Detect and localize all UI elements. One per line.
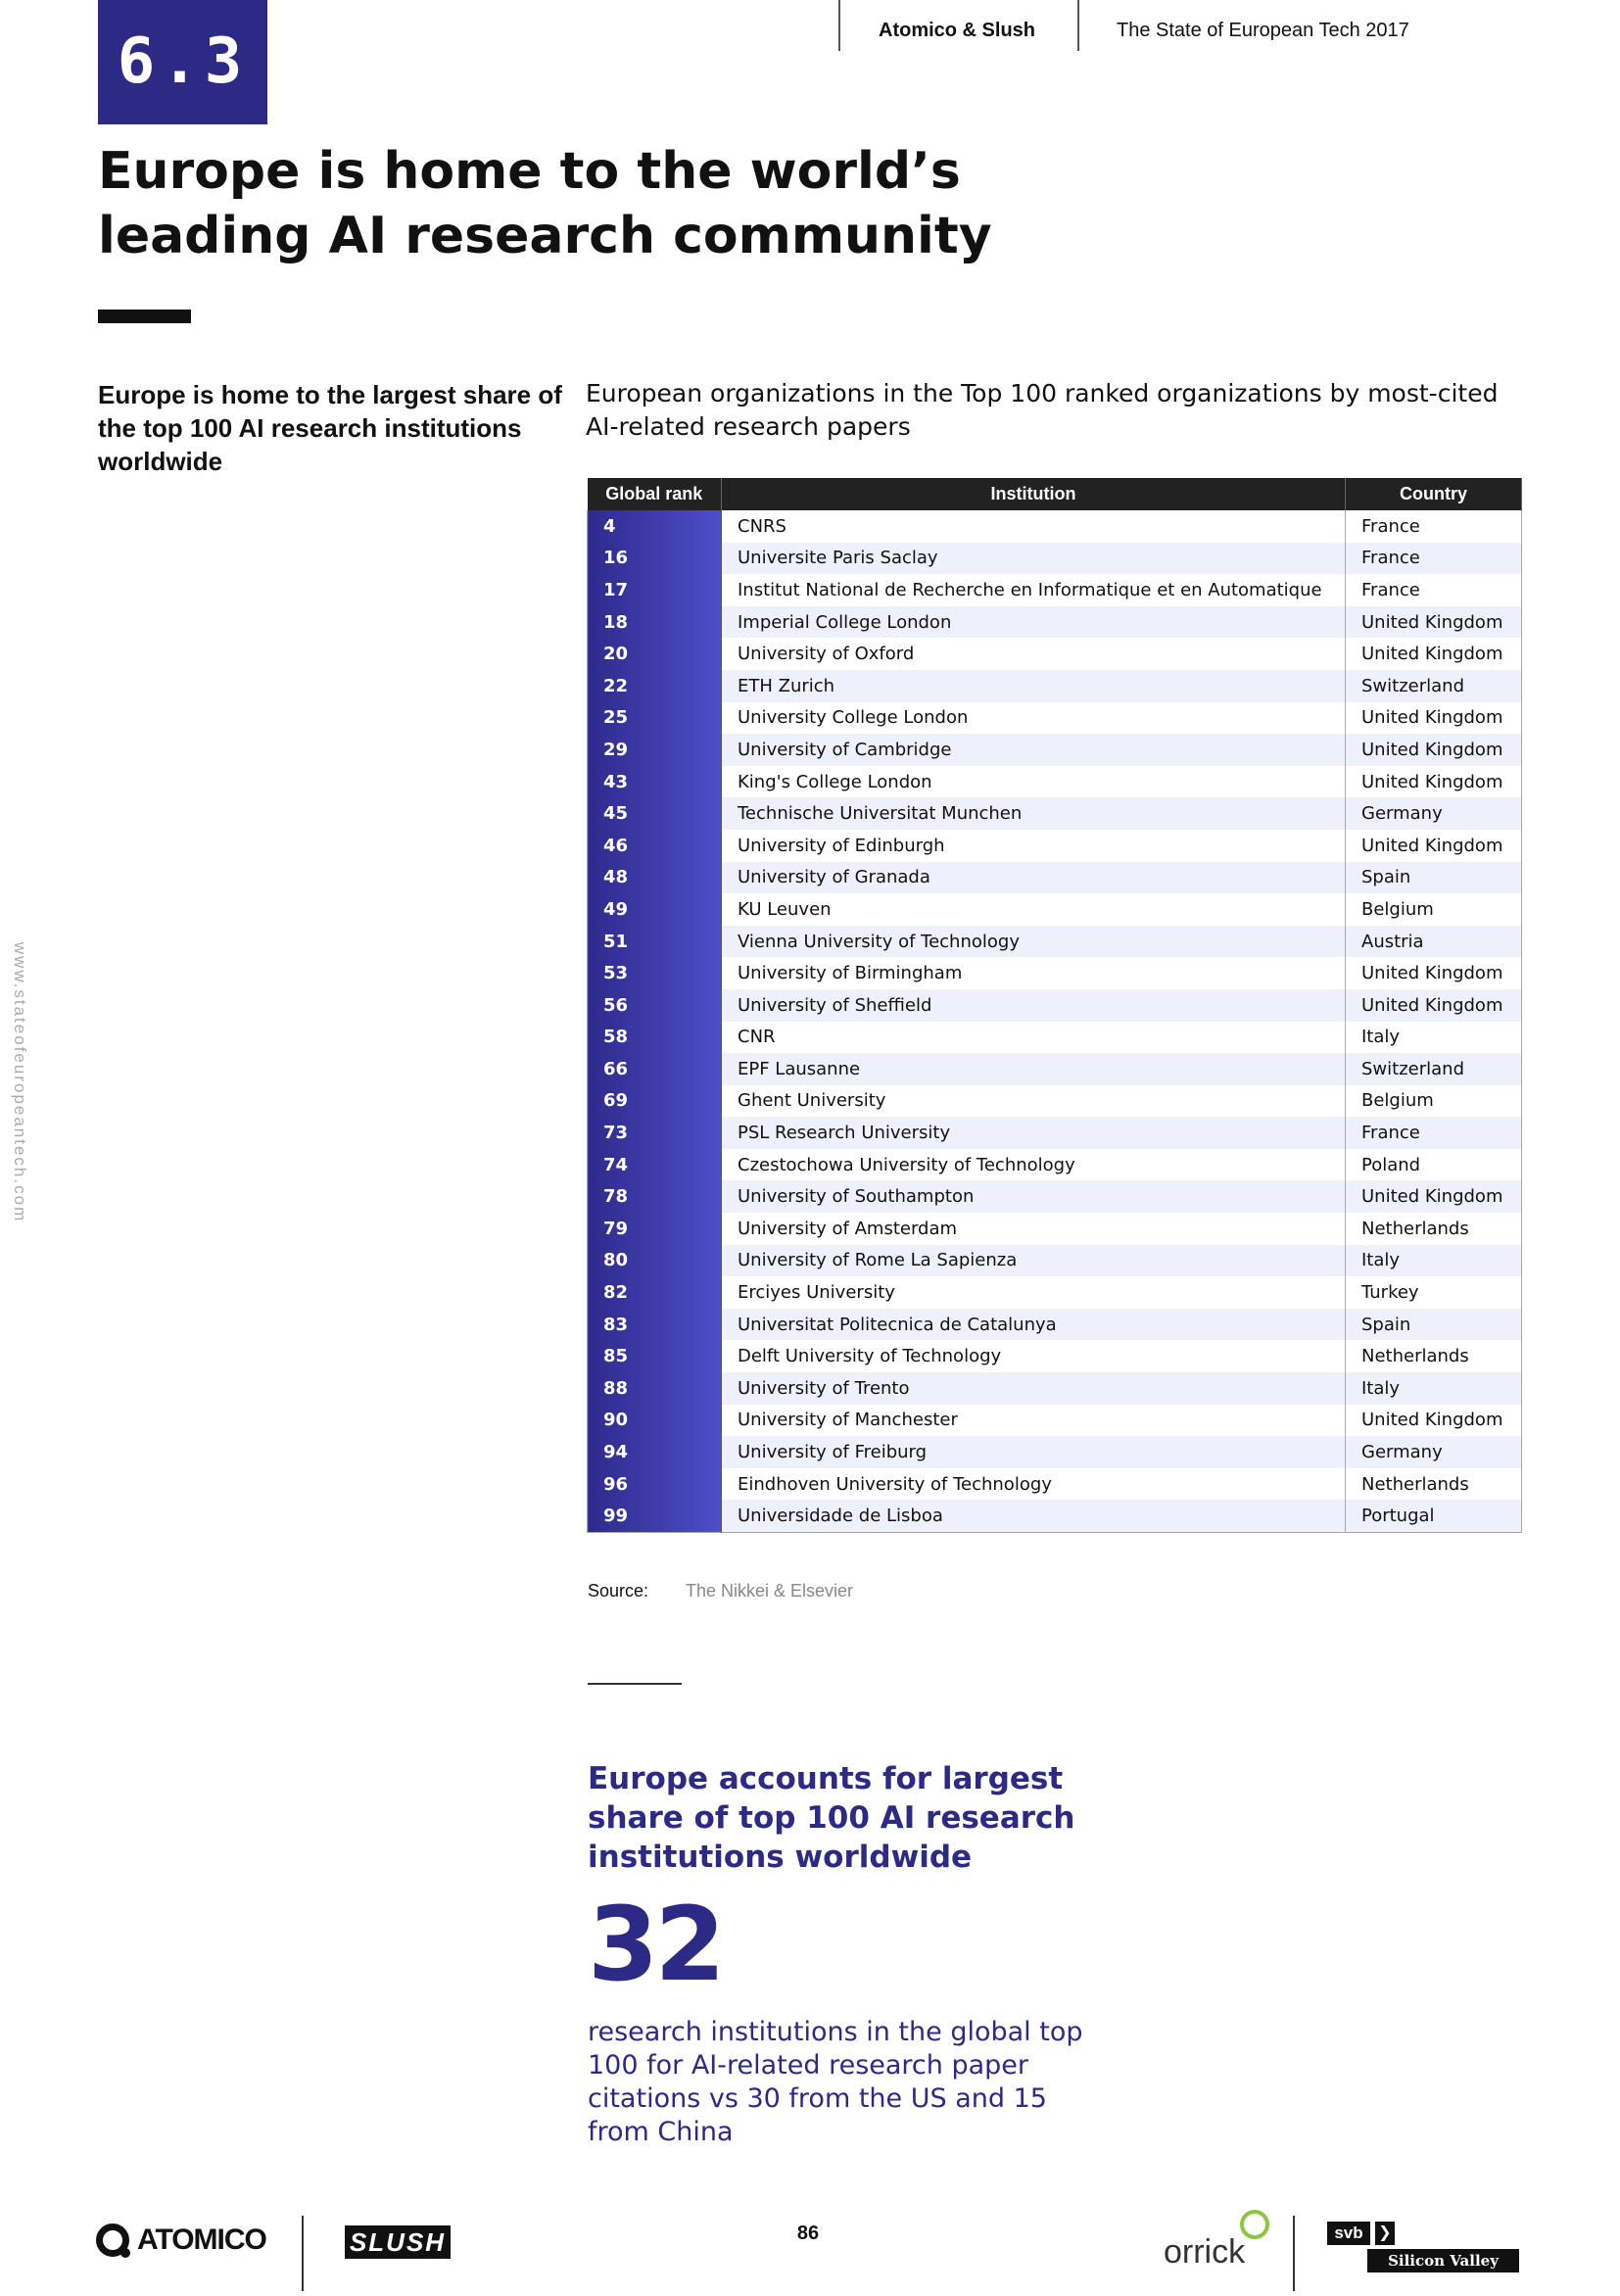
- table-row: [588, 1436, 1522, 1468]
- page-number: 86: [796, 2223, 820, 2244]
- institution-cell: University of Southampton: [722, 1180, 1346, 1213]
- column-header-institution: Institution: [722, 478, 1346, 510]
- table-row: [588, 797, 1522, 830]
- institution-cell: University of Amsterdam: [722, 1213, 1346, 1245]
- source-label: Source:: [588, 1581, 649, 1601]
- table-row: [588, 734, 1522, 766]
- rank-cell: 45: [588, 797, 722, 830]
- rank-cell: 90: [588, 1405, 722, 1437]
- page-title: Europe is home to the world’s leading AI research community: [98, 142, 992, 265]
- country-cell: France: [1346, 574, 1522, 606]
- country-cell: Netherlands: [1346, 1340, 1522, 1372]
- table-row: [588, 926, 1522, 958]
- table-row: [588, 1372, 1522, 1405]
- rank-cell: 80: [588, 1245, 722, 1277]
- title-underline: [98, 310, 191, 323]
- table-row: [588, 1500, 1522, 1532]
- table-row: [588, 893, 1522, 926]
- header-report-title: The State of European Tech 2017: [1117, 20, 1409, 41]
- table-row: [588, 638, 1522, 670]
- institution-cell: University of Birmingham: [722, 957, 1346, 989]
- table-row: [588, 862, 1522, 894]
- table-row: [588, 1405, 1522, 1437]
- table-row: [588, 1149, 1522, 1181]
- footer-divider: [1293, 2216, 1295, 2291]
- rank-cell: 16: [588, 543, 722, 575]
- rank-cell: 17: [588, 574, 722, 606]
- rank-cell: 4: [588, 510, 722, 543]
- side-url: www.stateofeuropeantech.com: [11, 941, 29, 1223]
- table-row: [588, 1309, 1522, 1341]
- country-cell: United Kingdom: [1346, 734, 1522, 766]
- country-cell: Germany: [1346, 797, 1522, 830]
- rank-cell: 46: [588, 830, 722, 862]
- slush-logo: SLUSH: [345, 2225, 451, 2259]
- table-row: [588, 1213, 1522, 1245]
- header-publisher: Atomico & Slush: [879, 20, 1036, 41]
- institution-cell: CNR: [722, 1022, 1346, 1054]
- rank-cell: 83: [588, 1309, 722, 1341]
- country-cell: Belgium: [1346, 893, 1522, 926]
- country-cell: Poland: [1346, 1149, 1522, 1181]
- country-cell: Portugal: [1346, 1500, 1522, 1532]
- country-cell: Belgium: [1346, 1085, 1522, 1118]
- institution-cell: University of Oxford: [722, 638, 1346, 670]
- table-row: [588, 830, 1522, 862]
- rank-cell: 85: [588, 1340, 722, 1372]
- institution-cell: Universite Paris Saclay: [722, 543, 1346, 575]
- svb-logo: svb: [1327, 2222, 1370, 2245]
- institution-cell: University of Freiburg: [722, 1436, 1346, 1468]
- rank-cell: 58: [588, 1022, 722, 1054]
- table-row: [588, 510, 1522, 543]
- stat-heading: Europe accounts for largest share of top 100 AI research institutions worldwide: [588, 1761, 1075, 1875]
- rank-cell: 73: [588, 1117, 722, 1149]
- table-row: [588, 1085, 1522, 1118]
- country-cell: Turkey: [1346, 1276, 1522, 1309]
- institution-cell: Technische Universitat Munchen: [722, 797, 1346, 830]
- country-cell: United Kingdom: [1346, 989, 1522, 1022]
- country-cell: United Kingdom: [1346, 830, 1522, 862]
- rank-cell: 43: [588, 766, 722, 798]
- country-cell: Italy: [1346, 1022, 1522, 1054]
- rank-cell: 66: [588, 1053, 722, 1085]
- country-cell: United Kingdom: [1346, 702, 1522, 735]
- country-cell: United Kingdom: [1346, 957, 1522, 989]
- country-cell: Italy: [1346, 1372, 1522, 1405]
- table-row: [588, 606, 1522, 639]
- atomico-logo-text: ATOMICO: [137, 2224, 266, 2256]
- table-row: [588, 543, 1522, 575]
- rank-cell: 20: [588, 638, 722, 670]
- footer-divider: [302, 2216, 304, 2291]
- header-divider: [838, 0, 840, 51]
- institution-cell: KU Leuven: [722, 893, 1346, 926]
- institution-cell: University of Rome La Sapienza: [722, 1245, 1346, 1277]
- institution-cell: University of Manchester: [722, 1405, 1346, 1437]
- table-row: [588, 989, 1522, 1022]
- institution-cell: ETH Zurich: [722, 670, 1346, 702]
- institution-cell: University of Cambridge: [722, 734, 1346, 766]
- stat-number: 32: [588, 1885, 722, 2004]
- institution-cell: EPF Lausanne: [722, 1053, 1346, 1085]
- table-row: [588, 1468, 1522, 1501]
- country-cell: Netherlands: [1346, 1213, 1522, 1245]
- country-cell: Spain: [1346, 862, 1522, 894]
- country-cell: Germany: [1346, 1436, 1522, 1468]
- institution-cell: University of Trento: [722, 1372, 1346, 1405]
- country-cell: United Kingdom: [1346, 606, 1522, 639]
- institution-cell: Universidade de Lisboa: [722, 1500, 1346, 1532]
- country-cell: France: [1346, 1117, 1522, 1149]
- institution-cell: Delft University of Technology: [722, 1340, 1346, 1372]
- rank-cell: 48: [588, 862, 722, 894]
- country-cell: Netherlands: [1346, 1468, 1522, 1501]
- rank-cell: 78: [588, 1180, 722, 1213]
- table-row: [588, 670, 1522, 702]
- institution-cell: University of Edinburgh: [722, 830, 1346, 862]
- table-row: [588, 702, 1522, 735]
- stat-description: research institutions in the global top 100 for AI-related research paper citations vs 30 from the US and 15 from China: [588, 2017, 1083, 2147]
- rank-cell: 29: [588, 734, 722, 766]
- rank-cell: 22: [588, 670, 722, 702]
- institution-cell: Ghent University: [722, 1085, 1346, 1118]
- institution-cell: Eindhoven University of Technology: [722, 1468, 1346, 1501]
- country-cell: France: [1346, 543, 1522, 575]
- institution-cell: King's College London: [722, 766, 1346, 798]
- column-header-country: Country: [1346, 478, 1522, 510]
- country-cell: United Kingdom: [1346, 1405, 1522, 1437]
- institution-cell: University of Sheffield: [722, 989, 1346, 1022]
- svb-logo-name: Silicon Valley Bank: [1367, 2249, 1519, 2272]
- country-cell: United Kingdom: [1346, 1180, 1522, 1213]
- rank-cell: 88: [588, 1372, 722, 1405]
- rank-cell: 18: [588, 606, 722, 639]
- country-cell: Italy: [1346, 1245, 1522, 1277]
- rank-cell: 99: [588, 1500, 722, 1532]
- institution-cell: Imperial College London: [722, 606, 1346, 639]
- svb-chevron-icon: ❯: [1375, 2222, 1395, 2245]
- institution-cell: Czestochowa University of Technology: [722, 1149, 1346, 1181]
- rank-cell: 69: [588, 1085, 722, 1118]
- header-divider: [1077, 0, 1079, 51]
- section-number-badge: 6.3: [98, 0, 267, 124]
- country-cell: France: [1346, 510, 1522, 543]
- country-cell: Spain: [1346, 1309, 1522, 1341]
- left-heading: Europe is home to the largest share of the top 100 AI research institutions worldwide: [98, 380, 562, 476]
- atomico-ring-icon: [96, 2224, 129, 2257]
- country-cell: United Kingdom: [1346, 638, 1522, 670]
- rank-cell: 79: [588, 1213, 722, 1245]
- institution-cell: University College London: [722, 702, 1346, 735]
- institution-cell: Erciyes University: [722, 1276, 1346, 1309]
- country-cell: United Kingdom: [1346, 766, 1522, 798]
- table-row: [588, 574, 1522, 606]
- orrick-logo: orrick: [1164, 2233, 1246, 2271]
- rank-cell: 56: [588, 989, 722, 1022]
- rank-cell: 53: [588, 957, 722, 989]
- country-cell: Austria: [1346, 926, 1522, 958]
- country-cell: Switzerland: [1346, 670, 1522, 702]
- table-row: [588, 1117, 1522, 1149]
- section-divider: [588, 1683, 682, 1685]
- table-row: [588, 1245, 1522, 1277]
- rank-cell: 25: [588, 702, 722, 735]
- institution-cell: PSL Research University: [722, 1117, 1346, 1149]
- atomico-logo: [96, 2216, 266, 2265]
- institution-cell: Institut National de Recherche en Informatique et en Automatique: [722, 574, 1346, 606]
- rank-cell: 74: [588, 1149, 722, 1181]
- table-row: [588, 1053, 1522, 1085]
- rank-cell: 51: [588, 926, 722, 958]
- source-value: The Nikkei & Elsevier: [686, 1581, 854, 1601]
- table-caption: European organizations in the Top 100 ranked organizations by most-cited AI-related research papers: [586, 379, 1499, 441]
- institution-cell: CNRS: [722, 510, 1346, 543]
- ranking-table: [587, 478, 1521, 1533]
- table-row: [588, 1276, 1522, 1309]
- rank-cell: 94: [588, 1436, 722, 1468]
- institution-cell: University of Granada: [722, 862, 1346, 894]
- table-body: [588, 510, 1522, 1533]
- table-row: [588, 1180, 1522, 1213]
- table-row: [588, 1022, 1522, 1054]
- table-row: [588, 1340, 1522, 1372]
- country-cell: Switzerland: [1346, 1053, 1522, 1085]
- table-row: [588, 766, 1522, 798]
- rank-cell: 96: [588, 1468, 722, 1501]
- rank-cell: 82: [588, 1276, 722, 1309]
- column-header-rank: Global rank: [588, 478, 722, 510]
- table-row: [588, 957, 1522, 989]
- institution-cell: Vienna University of Technology: [722, 926, 1346, 958]
- institution-cell: Universitat Politecnica de Catalunya: [722, 1309, 1346, 1341]
- rank-cell: 49: [588, 893, 722, 926]
- table-header-row: [588, 478, 1522, 510]
